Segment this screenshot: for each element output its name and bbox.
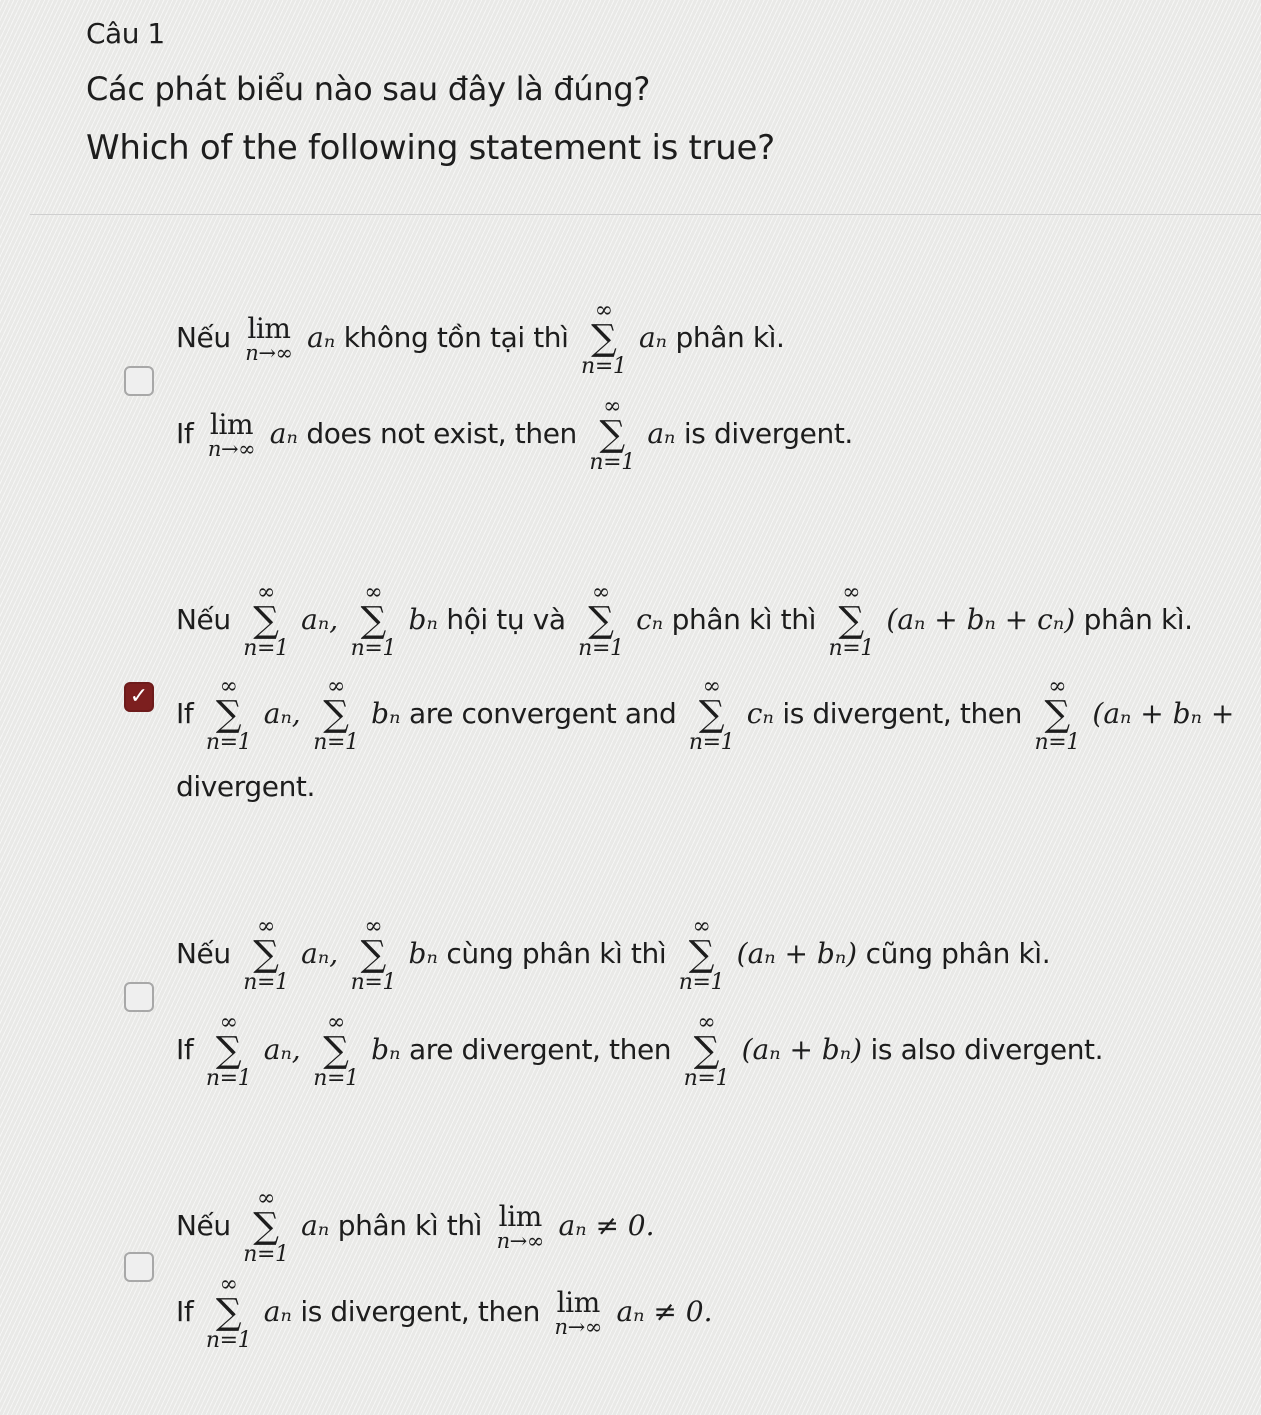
option-2-checkbox[interactable] bbox=[124, 682, 154, 712]
sum-lower: n=1 bbox=[1034, 730, 1080, 755]
option-2-vi bbox=[176, 582, 1193, 660]
sum-lower: n=1 bbox=[350, 636, 397, 661]
lim-word: lim bbox=[498, 1199, 542, 1233]
option-1-vi-text-2: không tồn tại thì bbox=[343, 321, 569, 354]
sigma-symbol: ∑ bbox=[360, 934, 386, 975]
sum-lower: n=1 bbox=[205, 1066, 252, 1091]
sum-operator bbox=[351, 582, 396, 660]
sum-upper: ∞ bbox=[697, 1010, 716, 1035]
sum-lower: n=1 bbox=[243, 636, 289, 661]
option-2-en-math-3: cₙ bbox=[746, 697, 774, 730]
lim-subscript: n→∞ bbox=[245, 340, 293, 365]
sum-upper: ∞ bbox=[364, 580, 383, 605]
sigma-symbol: ∑ bbox=[215, 694, 242, 735]
option-3-vi-math-1: aₙ, bbox=[301, 937, 339, 970]
sigma-symbol: ∑ bbox=[698, 694, 725, 735]
sum-operator bbox=[689, 676, 734, 754]
sum-upper: ∞ bbox=[256, 914, 275, 939]
sum-lower: n=1 bbox=[589, 450, 635, 475]
option-2-en-text-4: divergent. bbox=[176, 770, 315, 803]
option-4-vi bbox=[176, 1188, 655, 1266]
sum-operator bbox=[578, 582, 623, 660]
answer-option-3[interactable] bbox=[120, 916, 1261, 1116]
sigma-symbol: ∑ bbox=[253, 600, 279, 641]
option-2-vi-text-1: Nếu bbox=[176, 603, 231, 636]
option-3-vi-math-2: bₙ bbox=[408, 937, 438, 970]
option-1-checkbox[interactable] bbox=[124, 366, 154, 396]
lim-subscript: n→∞ bbox=[207, 436, 256, 461]
sum-lower: n=1 bbox=[243, 970, 289, 995]
sum-lower: n=1 bbox=[678, 970, 725, 995]
option-1-vi-text-3: phân kì. bbox=[675, 321, 785, 354]
option-2-en-math-4: (aₙ + bₙ + bbox=[1092, 697, 1235, 730]
sigma-symbol: ∑ bbox=[360, 600, 386, 641]
sum-upper: ∞ bbox=[219, 1272, 238, 1297]
sigma-symbol: ∑ bbox=[693, 1030, 720, 1071]
sum-operator bbox=[313, 1012, 358, 1090]
sum-operator bbox=[684, 1012, 729, 1090]
sum-lower: n=1 bbox=[205, 730, 252, 755]
option-4-en-text-2: is divergent, then bbox=[300, 1295, 540, 1328]
option-1-en-text-1: If bbox=[176, 417, 194, 450]
lim-word: lim bbox=[209, 407, 254, 441]
option-3-en-text-1: If bbox=[176, 1033, 194, 1066]
option-2-vi-text-4: phân kì. bbox=[1083, 603, 1193, 636]
option-4-vi-text-1: Nếu bbox=[176, 1209, 231, 1242]
sigma-symbol: ∑ bbox=[599, 414, 625, 455]
sum-operator bbox=[313, 676, 358, 754]
option-2-en-text-3: is divergent, then bbox=[782, 697, 1022, 730]
option-4-en-math-1: aₙ bbox=[263, 1295, 292, 1328]
option-4-vi-math-1: aₙ bbox=[301, 1209, 330, 1242]
sum-upper: ∞ bbox=[603, 394, 622, 419]
option-4-en-text-1: If bbox=[176, 1295, 194, 1328]
option-2-en-text-2: are convergent and bbox=[408, 697, 677, 730]
sum-upper: ∞ bbox=[692, 914, 711, 939]
option-4-vi-math-2: aₙ ≠ 0. bbox=[558, 1209, 655, 1242]
sum-operator bbox=[206, 676, 251, 754]
lim-subscript: n→∞ bbox=[496, 1228, 544, 1253]
sum-operator bbox=[243, 916, 288, 994]
sum-upper: ∞ bbox=[256, 1186, 275, 1211]
limit-operator bbox=[554, 1285, 602, 1339]
question-prompt-vi: Các phát biểu nào sau đây là đúng? bbox=[86, 70, 651, 108]
sum-operator bbox=[589, 396, 634, 474]
option-1-en-text-3: is divergent. bbox=[683, 417, 853, 450]
option-3-checkbox[interactable] bbox=[124, 982, 154, 1012]
lim-word: lim bbox=[556, 1285, 600, 1319]
option-2-vi-math-2: bₙ bbox=[408, 603, 438, 636]
option-2-vi-math-3: cₙ bbox=[636, 603, 664, 636]
option-2-en-math-1: aₙ, bbox=[263, 697, 301, 730]
sum-operator bbox=[679, 916, 724, 994]
option-3-vi-math-3: (aₙ + bₙ) bbox=[736, 937, 858, 970]
limit-operator bbox=[207, 407, 256, 461]
option-2-vi-text-3: phân kì thì bbox=[671, 603, 816, 636]
sum-upper: ∞ bbox=[219, 1010, 238, 1035]
answer-option-4[interactable] bbox=[120, 1188, 1261, 1368]
sum-lower: n=1 bbox=[313, 730, 359, 755]
sum-lower: n=1 bbox=[581, 354, 627, 379]
lim-subscript: n→∞ bbox=[554, 1314, 602, 1339]
sigma-symbol: ∑ bbox=[838, 600, 864, 641]
option-1-vi-text-1: Nếu bbox=[176, 321, 231, 354]
sum-lower: n=1 bbox=[828, 636, 874, 661]
option-3-en-math-1: aₙ, bbox=[263, 1033, 301, 1066]
sigma-symbol: ∑ bbox=[688, 934, 715, 975]
sum-upper: ∞ bbox=[256, 580, 275, 605]
sum-lower: n=1 bbox=[350, 970, 397, 995]
sum-operator bbox=[206, 1012, 251, 1090]
sum-upper: ∞ bbox=[1048, 674, 1067, 699]
sigma-symbol: ∑ bbox=[591, 318, 617, 359]
check-icon: ✓ bbox=[129, 684, 149, 709]
option-1-en bbox=[176, 396, 853, 474]
sigma-symbol: ∑ bbox=[253, 1206, 279, 1247]
sum-lower: n=1 bbox=[313, 1066, 359, 1091]
sigma-symbol: ∑ bbox=[215, 1292, 242, 1333]
sum-upper: ∞ bbox=[326, 674, 345, 699]
option-3-vi bbox=[176, 916, 1050, 994]
sum-operator bbox=[828, 582, 873, 660]
sigma-symbol: ∑ bbox=[215, 1030, 242, 1071]
sigma-symbol: ∑ bbox=[323, 694, 349, 735]
option-3-vi-text-3: cũng phân kì. bbox=[865, 937, 1051, 970]
option-2-vi-math-1: aₙ, bbox=[301, 603, 339, 636]
sigma-symbol: ∑ bbox=[588, 600, 614, 641]
option-3-en-math-3: (aₙ + bₙ) bbox=[741, 1033, 862, 1066]
sigma-symbol: ∑ bbox=[1044, 694, 1070, 735]
option-2-vi-text-2: hội tụ và bbox=[446, 603, 566, 636]
sigma-symbol: ∑ bbox=[323, 1030, 349, 1071]
option-2-en-math-2: bₙ bbox=[371, 697, 401, 730]
sum-upper: ∞ bbox=[364, 914, 383, 939]
option-4-en bbox=[176, 1274, 712, 1352]
option-1-vi-math-2: aₙ bbox=[638, 321, 668, 354]
option-3-vi-text-2: cùng phân kì thì bbox=[446, 937, 667, 970]
sum-operator bbox=[351, 916, 396, 994]
option-1-vi bbox=[176, 300, 785, 378]
answer-option-2[interactable] bbox=[120, 582, 1261, 812]
sum-operator bbox=[243, 1188, 288, 1266]
option-4-vi-text-2: phân kì thì bbox=[337, 1209, 483, 1242]
option-2-vi-math-4: (aₙ + bₙ + cₙ) bbox=[886, 603, 1076, 636]
option-3-en bbox=[176, 1012, 1103, 1090]
option-1-en-math-1: aₙ bbox=[269, 417, 298, 450]
sum-upper: ∞ bbox=[591, 580, 610, 605]
option-4-en-math-2: aₙ ≠ 0. bbox=[616, 1295, 713, 1328]
option-4-checkbox[interactable] bbox=[124, 1252, 154, 1282]
question-header bbox=[86, 12, 1246, 200]
sum-lower: n=1 bbox=[683, 1066, 730, 1091]
sum-lower: n=1 bbox=[205, 1328, 252, 1353]
answer-option-1[interactable] bbox=[120, 300, 1261, 500]
header-divider bbox=[30, 214, 1261, 215]
sum-upper: ∞ bbox=[219, 674, 238, 699]
sum-operator bbox=[206, 1274, 251, 1352]
sum-upper: ∞ bbox=[702, 674, 721, 699]
question-number: Câu 1 bbox=[86, 17, 165, 50]
option-1-vi-math-1: aₙ bbox=[307, 321, 336, 354]
sum-lower: n=1 bbox=[688, 730, 735, 755]
sum-upper: ∞ bbox=[594, 298, 613, 323]
sum-lower: n=1 bbox=[578, 636, 624, 661]
sum-operator bbox=[1035, 676, 1080, 754]
sum-upper: ∞ bbox=[842, 580, 861, 605]
limit-operator bbox=[496, 1199, 544, 1253]
sum-operator bbox=[581, 300, 626, 378]
sum-upper: ∞ bbox=[326, 1010, 345, 1035]
sigma-symbol: ∑ bbox=[253, 934, 279, 975]
lim-word: lim bbox=[247, 311, 291, 345]
option-3-en-math-2: bₙ bbox=[371, 1033, 401, 1066]
limit-operator bbox=[245, 311, 293, 365]
option-1-en-math-2: aₙ bbox=[647, 417, 676, 450]
sum-operator bbox=[243, 582, 288, 660]
sum-lower: n=1 bbox=[243, 1242, 289, 1267]
option-1-en-text-2: does not exist, then bbox=[306, 417, 577, 450]
option-2-en-continuation bbox=[176, 770, 315, 803]
option-3-en-text-2: are divergent, then bbox=[408, 1033, 672, 1066]
option-2-en-text-1: If bbox=[176, 697, 194, 730]
option-3-vi-text-1: Nếu bbox=[176, 937, 231, 970]
question-prompt-en: Which of the following statement is true? bbox=[86, 128, 775, 168]
option-2-en bbox=[176, 676, 1234, 754]
option-3-en-text-3: is also divergent. bbox=[870, 1033, 1104, 1066]
